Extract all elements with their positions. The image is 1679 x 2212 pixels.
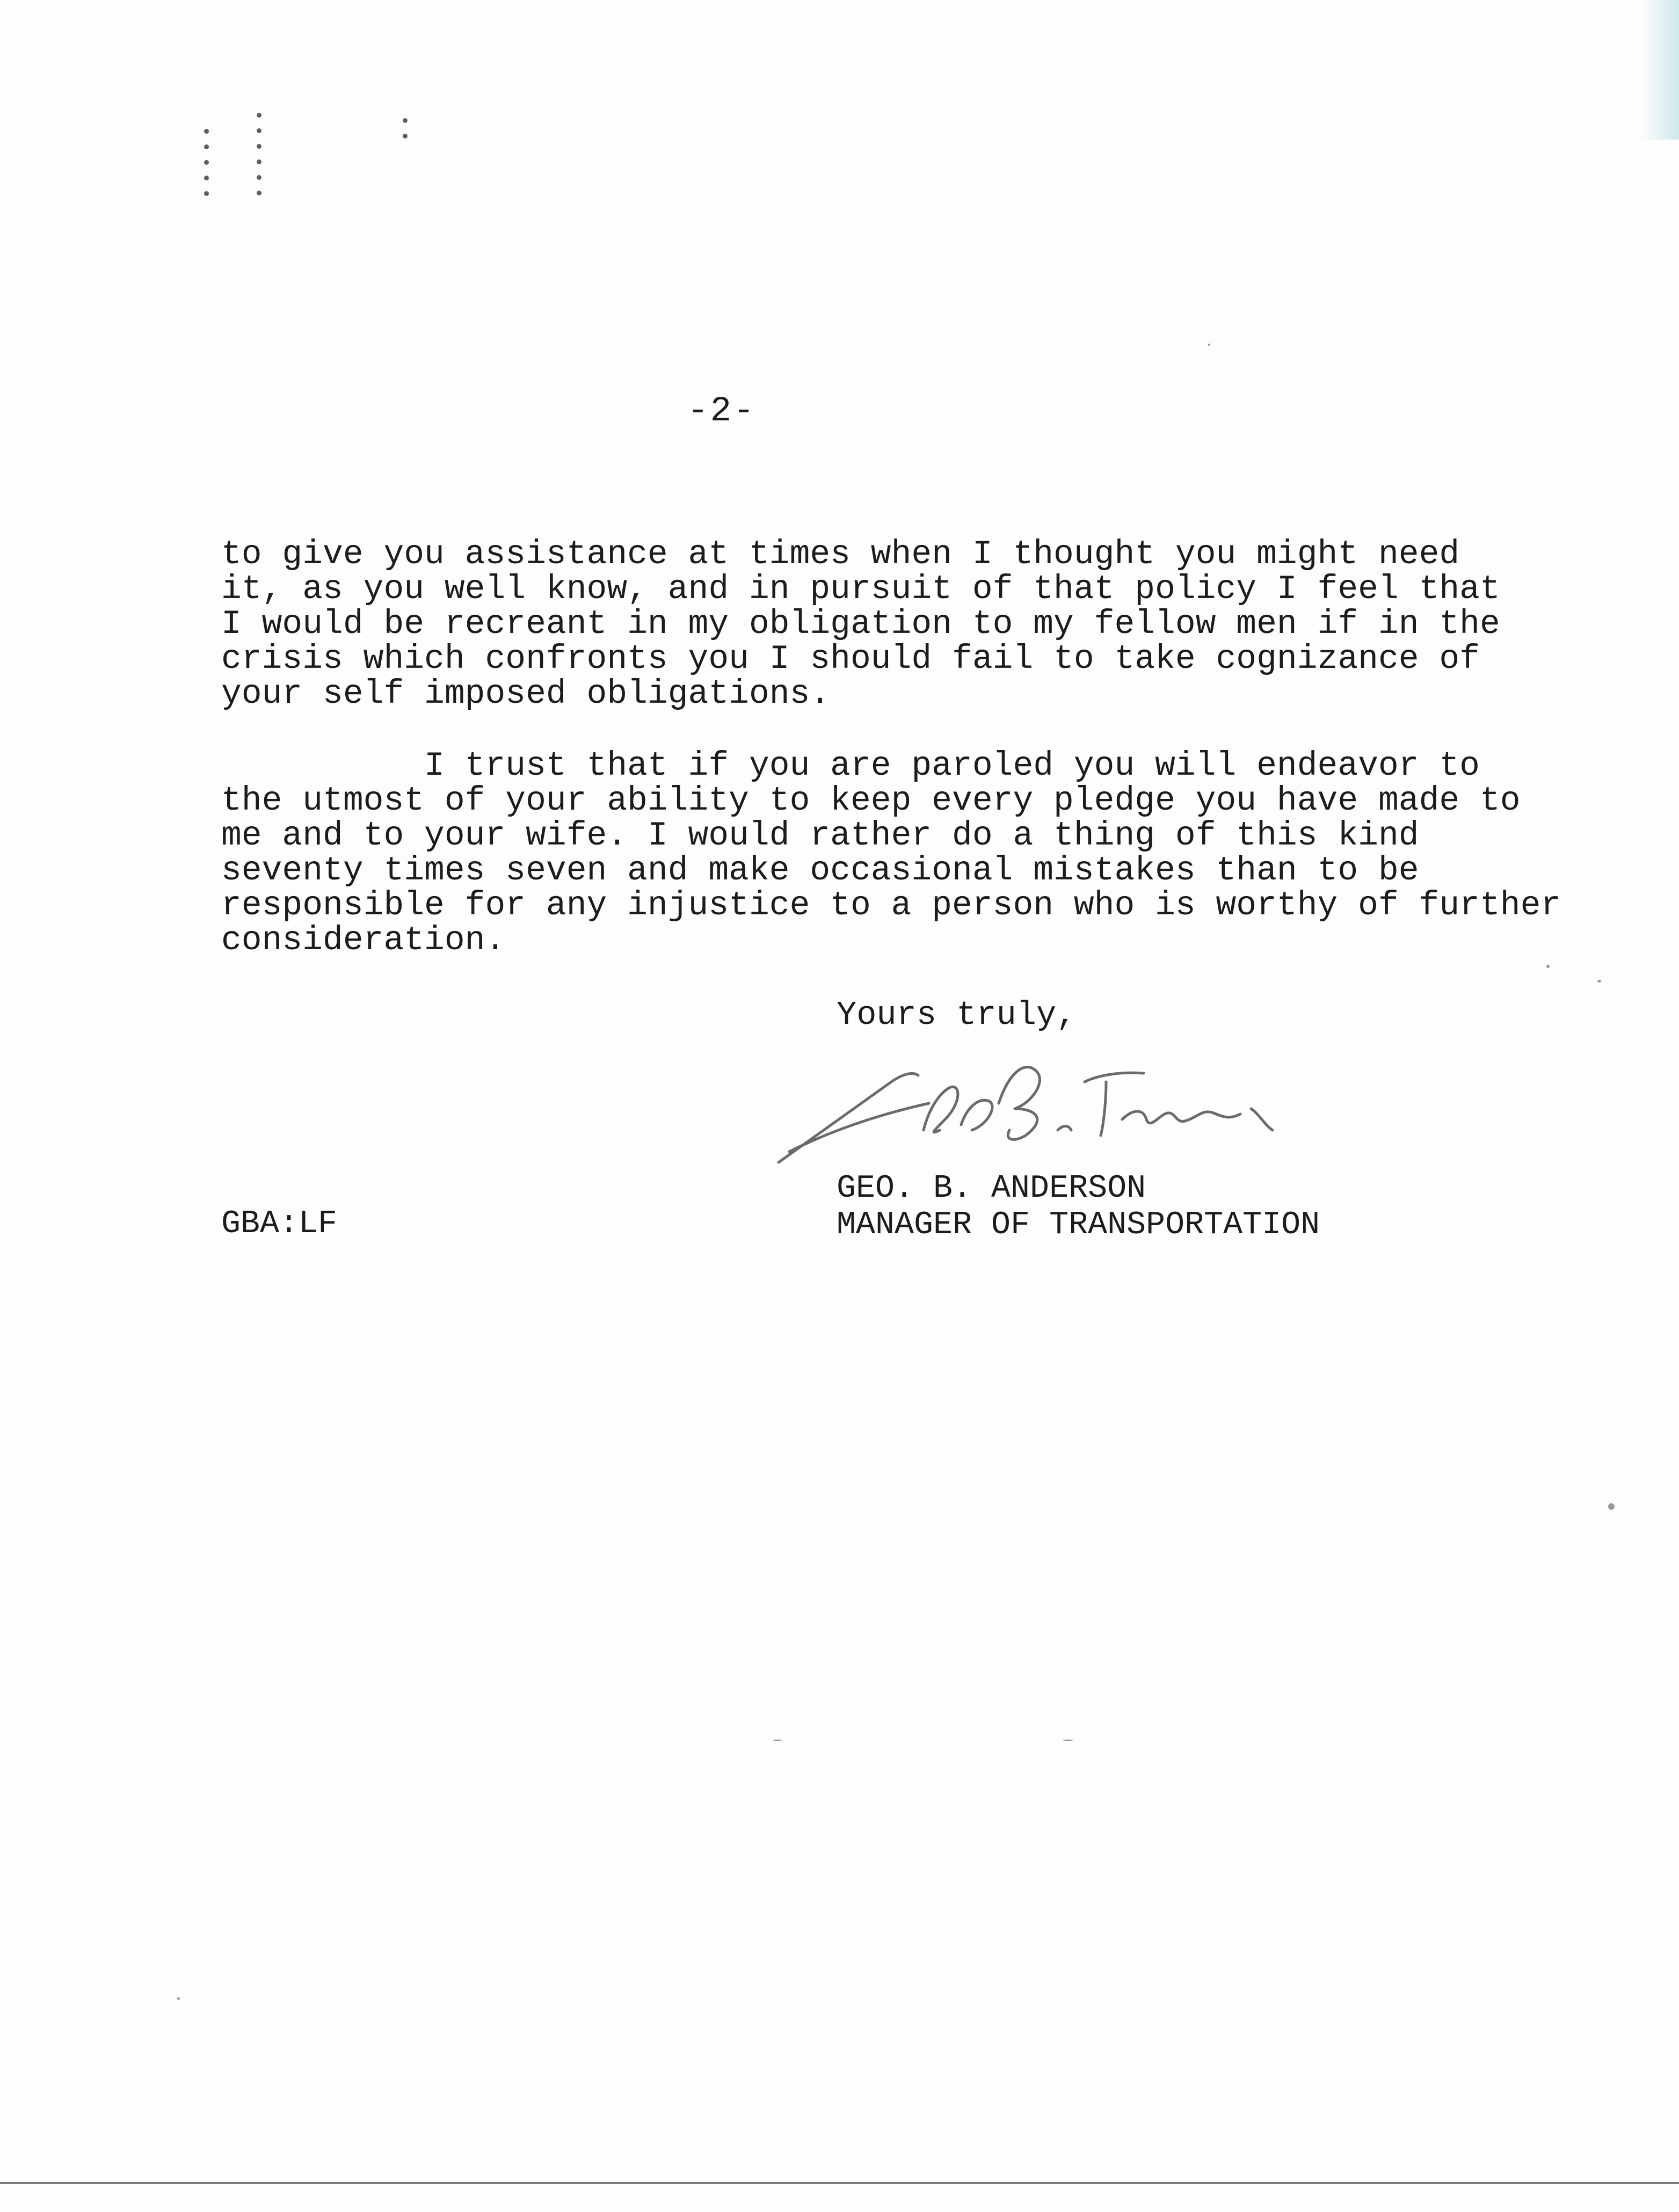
binder-hole-column [257,113,261,195]
binder-hole [204,160,209,165]
binder-hole [257,144,261,149]
signer-name: GEO. B. ANDERSON [837,1170,1146,1207]
binder-hole [403,134,408,139]
text-line: seventy times seven and make occasional mistakes than to be [221,852,1419,890]
text-line: crisis which confronts you I should fail to take cognizance of [221,640,1480,678]
scan-speck [177,1997,180,2000]
binder-hole [257,128,261,133]
text-line: it, as you well know, and in pursuit of that policy I feel that [221,570,1500,608]
scan-speck [1597,980,1601,983]
scan-edge-tint [1641,0,1679,140]
binder-hole [257,175,261,180]
text-line: consideration. [221,921,506,959]
body-paragraph [221,537,1639,711]
handwritten-signature [768,1050,1337,1173]
scan-speck [1063,1740,1073,1741]
page-number: -2- [687,391,756,431]
body-paragraph [221,748,1639,958]
binder-hole [204,144,209,149]
text-line: the utmost of your ability to keep every pledge you have made to [221,782,1521,820]
signature-drawing [768,1050,1337,1173]
binder-hole [257,159,261,164]
text-line: your self imposed obligations. [221,675,831,713]
text-line: me and to your wife. I would rather do a thing of this kind [221,817,1419,855]
signer-title: MANAGER OF TRANSPORTATION [837,1207,1320,1243]
text-line: to give you assistance at times when I thought you might need [221,535,1460,573]
binder-holes [204,107,430,247]
binder-hole [204,129,209,134]
binder-hole-column [403,118,408,139]
binder-hole [257,113,261,118]
text-line: I trust that if you are paroled you will endeavor to [221,747,1480,785]
binder-hole [403,118,408,123]
signer-block [837,1170,1320,1243]
text-line: I would be recreant in my obligation to my fellow men if in the [221,605,1500,643]
text-line: responsible for any injustice to a person who is worthy of further [221,886,1561,925]
scan-speck [773,1740,782,1741]
binder-hole [204,191,209,196]
binder-hole [204,176,209,180]
scan-speck [1208,344,1210,346]
scan-bottom-edge [0,2182,1679,2184]
reference-initials: GBA:LF [221,1206,338,1242]
binder-hole [257,191,261,195]
scan-speck [1546,965,1550,968]
binder-hole-column [204,129,209,196]
scan-speck [1608,1503,1615,1510]
closing-salutation: Yours truly, [837,996,1077,1034]
